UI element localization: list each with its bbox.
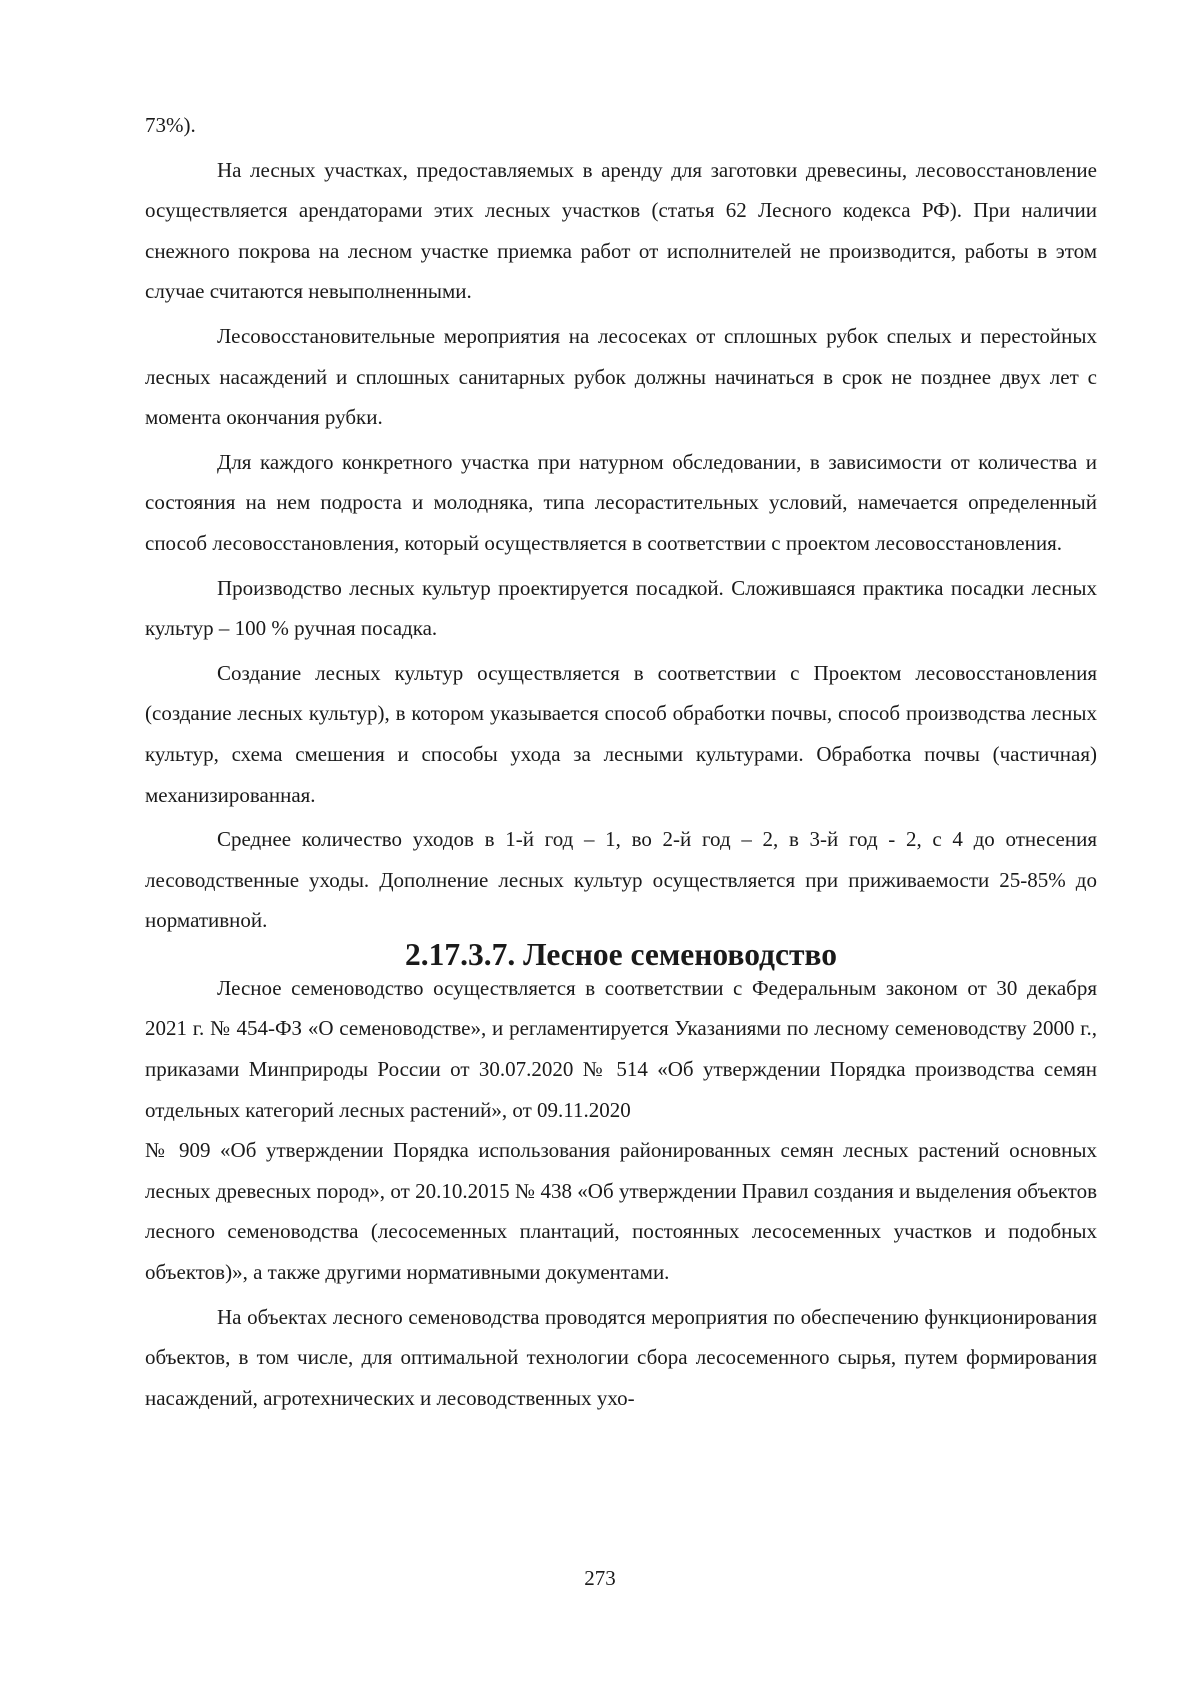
paragraph-forest-cultures-project: Создание лесных культур осуществляется в соответствии с Проектом лесовосстановления (создание лесных культур), в котором указывается способ обработки почвы, способ производства лесных культур, схема смешения и способы ухода за лесными культурами. Обработка почвы (частичная) механизированная. <box>145 660 1097 807</box>
paragraph-reforestation-deadline: Лесовосстановительные мероприятия на лесосеках от сплошных рубок спелых и перестойных лесных насаждений и сплошных санитарных рубок должны начинаться в срок не позднее двух лет с момента окончания рубки. <box>145 323 1097 430</box>
paragraph-lease-reforestation: На лесных участках, предоставляемых в аренду для заготовки древесины, лесовосстановление осуществляется арендаторами этих лесных участков (статья 62 Лесного кодекса РФ). При наличии снежного покрова на лесном участке приемка работ от исполнителей не производится, работы в этом случае считаются невыполненными. <box>145 157 1097 304</box>
paragraph-continuation: 73%). <box>145 113 196 137</box>
paragraph-seed-law: Лесное семеноводство осуществляется в соответствии с Федеральным законом от 30 декабря 2021 г. № 454-ФЗ «О семеноводстве», и регламентируется Указаниями по лесному семеноводству 2000 г., приказами Минприроды России от 30.07.2020 № 514 «Об утверждении Порядка производства семян отдельных категорий лесных растений», от 09.11.2020 <box>145 975 1097 1122</box>
page-number: 273 <box>584 1566 616 1590</box>
paragraph-reforestation-method: Для каждого конкретного участка при натурном обследовании, в зависимости от количества и состояния на нем подроста и молодняка, типа лесорастительных условий, намечается определенный способ лесовосстановления, который осуществляется в соответствии с проектом лесовосстановления. <box>145 449 1097 555</box>
section-heading: 2.17.3.7. Лесное семеноводство <box>405 936 837 972</box>
paragraph-seed-orders: № 909 «Об утверждении Порядка использования районированных семян лесных растений основных лесных древесных пород», от 20.10.2015 № 438 «Об утверждении Правил создания и выделения объектов лесного семеноводства (лесосеменных плантаций, постоянных лесосеменных участков и подобных объектов)», а также другими нормативными документами. <box>145 1138 1097 1285</box>
paragraph-care-count: Среднее количество уходов в 1-й год – 1, во 2-й год – 2, в 3-й год - 2, с 4 до отнесения лесоводственные уходы. Дополнение лесных культур осуществляется при приживаемости 25-85% до нормативной. <box>145 827 1097 933</box>
paragraph-seed-objects: На объектах лесного семеноводства проводятся мероприятия по обеспечению функционирования объектов, в том числе, для оптимальной технологии сбора лесосеменного сырья, путем формирования насаждений, агротехнических и лесоводственных ухо- <box>145 1304 1097 1410</box>
document-body <box>145 105 1097 1418</box>
paragraph-forest-planting: Производство лесных культур проектируется посадкой. Сложившаяся практика посадки лесных культур – 100 % ручная посадка. <box>145 575 1097 641</box>
